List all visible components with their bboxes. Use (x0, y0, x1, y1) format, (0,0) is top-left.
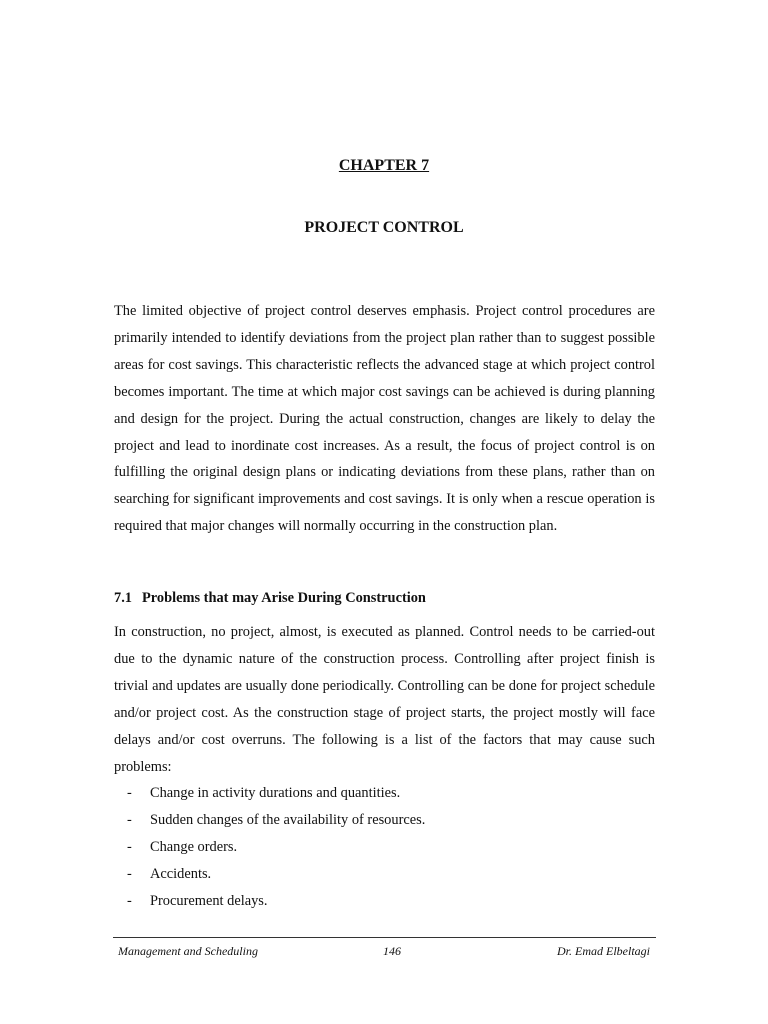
section-heading (114, 588, 426, 608)
footer-author: Dr. Emad Elbeltagi (557, 944, 650, 958)
list-item (114, 861, 655, 888)
section-paragraph: In construction, no project, almost, is executed as planned. Control needs to be carried-out due to the dynamic nature of the construction process. Controlling after project finish is trivial and updates are usually done periodically. Controlling can be done for project schedule and/or project cost. As the construction stage of project starts, the project mostly will face delays and/or cost overruns. The following is a list of the factors that may cause such problems: (114, 624, 655, 775)
section-number: 7.1 (114, 590, 132, 606)
bullet-dash: - (127, 892, 132, 909)
list-item-text: Procurement delays. (150, 892, 268, 909)
list-item-text: Sudden changes of the availability of resources. (150, 811, 426, 828)
list-item-text: Change in activity durations and quantities. (150, 785, 401, 801)
list-item (114, 888, 655, 915)
intro-paragraph: The limited objective of project control deserves emphasis. Project control procedures are primarily intended to identify deviations from the project plan rather than to suggest possible areas for cost savings. This characteristic reflects the advanced stage at which project control becomes important. The time at which major cost savings can be achieved is during planning and design for the project. During the actual construction, changes are likely to delay the project and lead to inordinate cost increases. As a result, the focus of project control is on fulfilling the original design plans or indicating deviations from these plans, rather than on searching for significant improvements and cost savings. It is only when a rescue operation is required that major changes will normally occurring in the construction plan. (114, 303, 655, 535)
bullet-dash: - (127, 811, 132, 828)
footer-book-title: Management and Scheduling (118, 944, 258, 958)
list-item (114, 834, 655, 861)
bullet-dash: - (127, 865, 132, 882)
factor-list (114, 780, 655, 914)
footer-divider (113, 937, 656, 938)
list-item-text: Accidents. (150, 865, 212, 882)
chapter-title: PROJECT CONTROL (304, 219, 464, 236)
section-title: Problems that may Arise During Construction (142, 590, 426, 606)
list-item (114, 780, 655, 807)
list-item (114, 807, 655, 834)
page-number: 146 (383, 944, 401, 958)
bullet-dash: - (127, 838, 132, 855)
list-item-text: Change orders. (150, 838, 238, 855)
chapter-label: CHAPTER 7 (338, 157, 430, 174)
bullet-dash: - (127, 785, 132, 801)
